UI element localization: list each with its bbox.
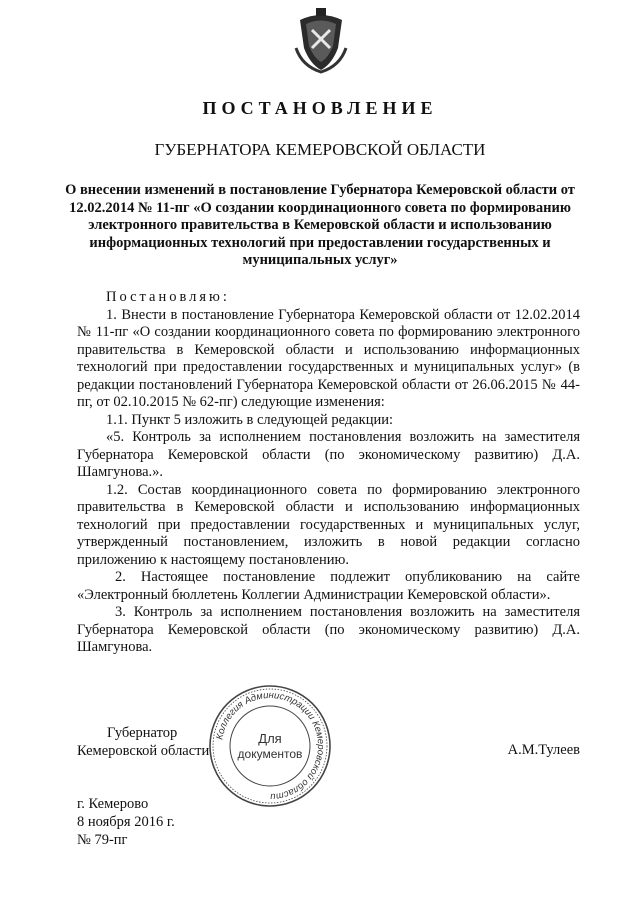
- footer-city: г. Кемерово: [77, 796, 149, 812]
- footer-number: № 79-пг: [77, 832, 128, 848]
- signatory-title: [77, 724, 209, 760]
- paragraph-1: 1. Внести в постановление Губернатора Кемеровской области от 12.02.2014 № 11-пг «О создании координационного совета по формированию электронного правительства в Кемеровской области и использованию информационных технологий при предоставлении государственных и муниципальных услуг» (в редакции постановлений Губернатора Кемеровской области от 26.06.2015 № 44-пг, от 02.10.2015 № 62-пг) следующие изменения:: [77, 306, 580, 410]
- footer-date: 8 ноября 2016 г.: [77, 814, 175, 830]
- paragraph-1-1: 1.1. Пункт 5 изложить в следующей редакции:: [106, 411, 394, 428]
- document-heading: О внесении изменений в постановление Губернатора Кемеровской области от 12.02.2014 № 11-пг «О создании координационного совета по формированию электронного правительства в Кемеровской области и использованию информационных технологий при предоставлении государственных и муниципальных услуг»: [65, 182, 575, 268]
- paragraph-3: 3. Контроль за исполнением постановления возложить на заместителя Губернатора Кемеровской области (по экономическому развитию) Д.А. Шамгунова.: [77, 604, 580, 655]
- signatory-name: А.М.Тулеев: [507, 742, 580, 758]
- stamp-center-line2: документов: [237, 747, 303, 761]
- stamp-center-line1: Для: [258, 731, 282, 746]
- paragraph-2: 2. Настоящее постановление подлежит опубликованию на сайте «Электронный бюллетень Коллегии Администрации Кемеровской области».: [77, 569, 580, 603]
- svg-text:Коллегия Администрации Кемеров: [214, 690, 326, 802]
- lead-text: Постановляю:: [106, 289, 230, 305]
- document-subtitle: ГУБЕРНАТОРА КЕМЕРОВСКОЙ ОБЛАСТИ: [154, 140, 486, 159]
- document-footer: [77, 795, 175, 849]
- signatory-title-line2: Кемеровской области: [77, 743, 210, 759]
- document-body: [77, 289, 580, 657]
- signatory-title-line1: Губернатор: [107, 725, 178, 741]
- coat-of-arms-emblem: [294, 8, 348, 74]
- stamp-ring-text: Коллегия Администрации Кемеровской области: [214, 689, 327, 803]
- paragraph-1-2: 1.2. Состав координационного совета по формированию электронного правительства в Кемеровской области и использованию информационных технологий при предоставлении государственных и муниципальных услуг, утвержденный постановлением, изложить в новой редакции согласно приложению к настоящему постановлению.: [77, 481, 580, 568]
- official-stamp: [207, 683, 333, 809]
- paragraph-1-1-quote: «5. Контроль за исполнением постановления возложить на заместителя Губернатора Кемеровской области (по экономическому развитию) Д.А. Шамгунова.».: [77, 429, 580, 480]
- document-title: ПОСТАНОВЛЕНИЕ: [202, 98, 438, 118]
